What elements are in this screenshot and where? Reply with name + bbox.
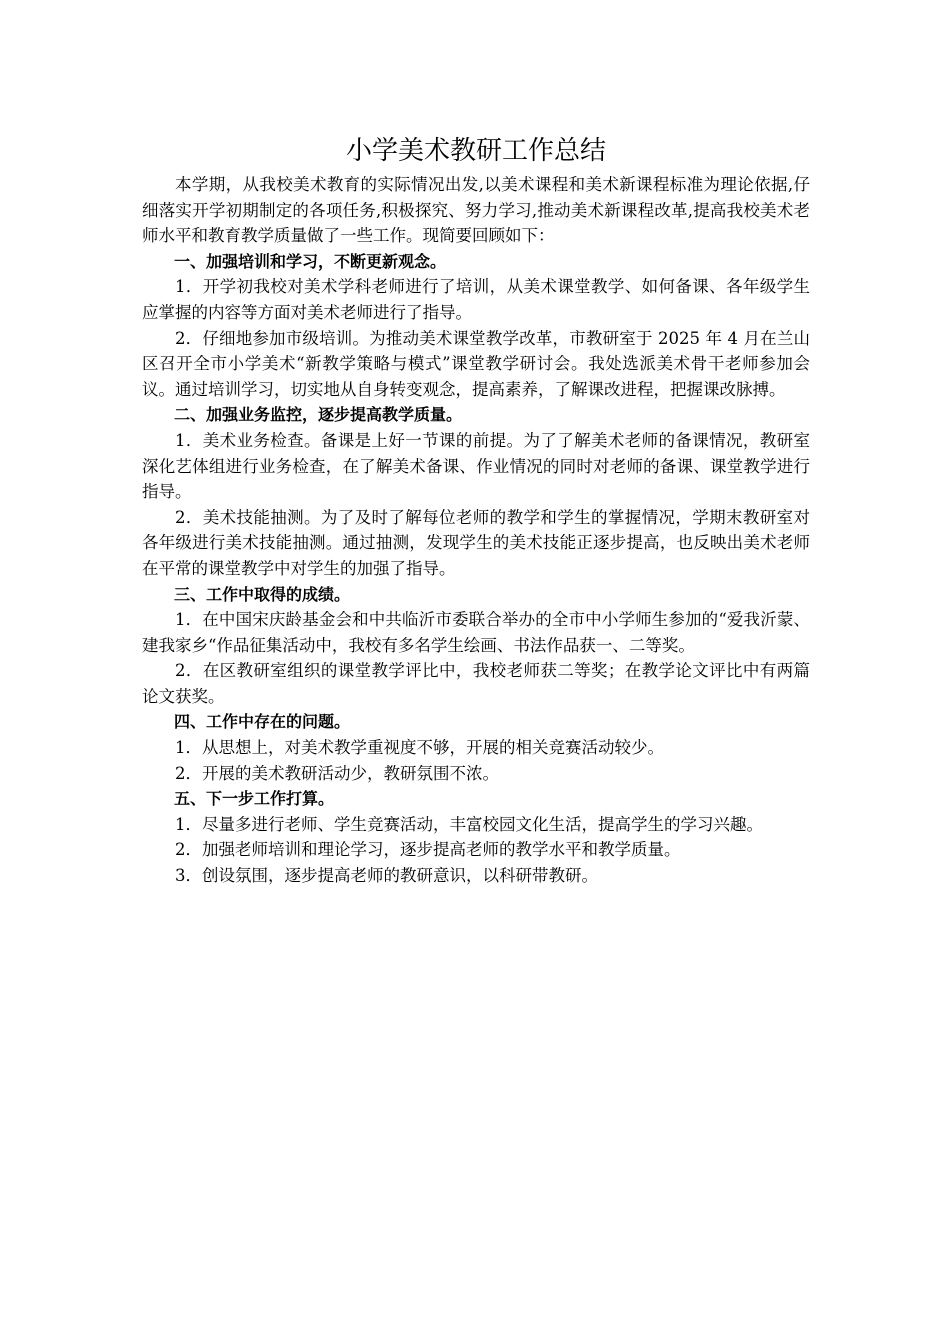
section-heading-3: 三、工作中取得的成绩。 bbox=[174, 584, 351, 604]
intro-paragraph: 本学期，从我校美术教育的实际情况出发,以美术课程和美术新课程标准为理论依据,仔细落实开学初期制定的各项任务,积极探究、努力学习,推动美术新课程改革,提高我校美术老师水平和教育教学质量做了一些工作。现简要回顾如下： bbox=[142, 175, 810, 246]
section-4-item-2: 2．开展的美术教研活动少，教研氛围不浓。 bbox=[175, 763, 499, 783]
section-heading-5: 五、下一步工作打算。 bbox=[174, 789, 335, 809]
section-heading-1: 一、加强培训和学习，不断更新观念。 bbox=[174, 251, 447, 271]
section-heading-4: 四、工作中存在的问题。 bbox=[174, 712, 351, 732]
document-title: 小学美术教研工作总结 bbox=[345, 136, 606, 166]
section-3-item-2: 2．在区教研室组织的课堂教学评比中，我校老师获二等奖；在教学论文评比中有两篇论文获奖。 bbox=[142, 661, 810, 706]
section-2-item-2: 2．美术技能抽测。为了及时了解每位老师的教学和学生的掌握情况，学期末教研室对各年级进行美术技能抽测。通过抽测，发现学生的美术技能正逐步提高，也反映出美术老师在平常的课堂教学中对学生的加强了指导。 bbox=[142, 507, 810, 578]
section-4-item-1: 1．从思想上，对美术教学重视度不够，开展的相关竞赛活动较少。 bbox=[175, 738, 664, 758]
section-5-item-1: 1．尽量多进行老师、学生竞赛活动，丰富校园文化生活，提高学生的学习兴趣。 bbox=[175, 814, 763, 834]
section-heading-2: 二、加强业务监控，逐步提高教学质量。 bbox=[174, 405, 463, 425]
section-1-item-1: 1．开学初我校对美术学科老师进行了培训，从美术课堂教学、如何备课、各年级学生应掌握的内容等方面对美术老师进行了指导。 bbox=[142, 277, 810, 322]
section-5-item-2: 2．加强老师培训和理论学习，逐步提高老师的教学水平和教学质量。 bbox=[175, 840, 681, 860]
section-1-item-2: 2．仔细地参加市级培训。为推动美术课堂教学改革，市教研室于 2025 年 4 月在兰山区召开全市小学美术“新教学策略与模式”课堂教学研讨会。我处选派美术骨干老师参加会议。通过培训学习，切实地从自身转变观念，提高素养，了解课改进程，把握课改脉搏。 bbox=[142, 328, 810, 399]
section-2-item-1: 1．美术业务检查。备课是上好一节课的前提。为了了解美术老师的备课情况，教研室深化艺体组进行业务检查，在了解美术备课、作业情况的同时对老师的备课、课堂教学进行指导。 bbox=[142, 430, 810, 502]
document-page bbox=[142, 130, 810, 889]
section-3-item-1: 1．在中国宋庆龄基金会和中共临沂市委联合举办的全市中小学师生参加的“爱我沂蒙、建我家乡“作品征集活动中，我校有多名学生绘画、书法作品获一、二等奖。 bbox=[142, 610, 810, 655]
section-5-item-3: 3．创设氛围，逐步提高老师的教研意识，以科研带教研。 bbox=[175, 866, 598, 886]
